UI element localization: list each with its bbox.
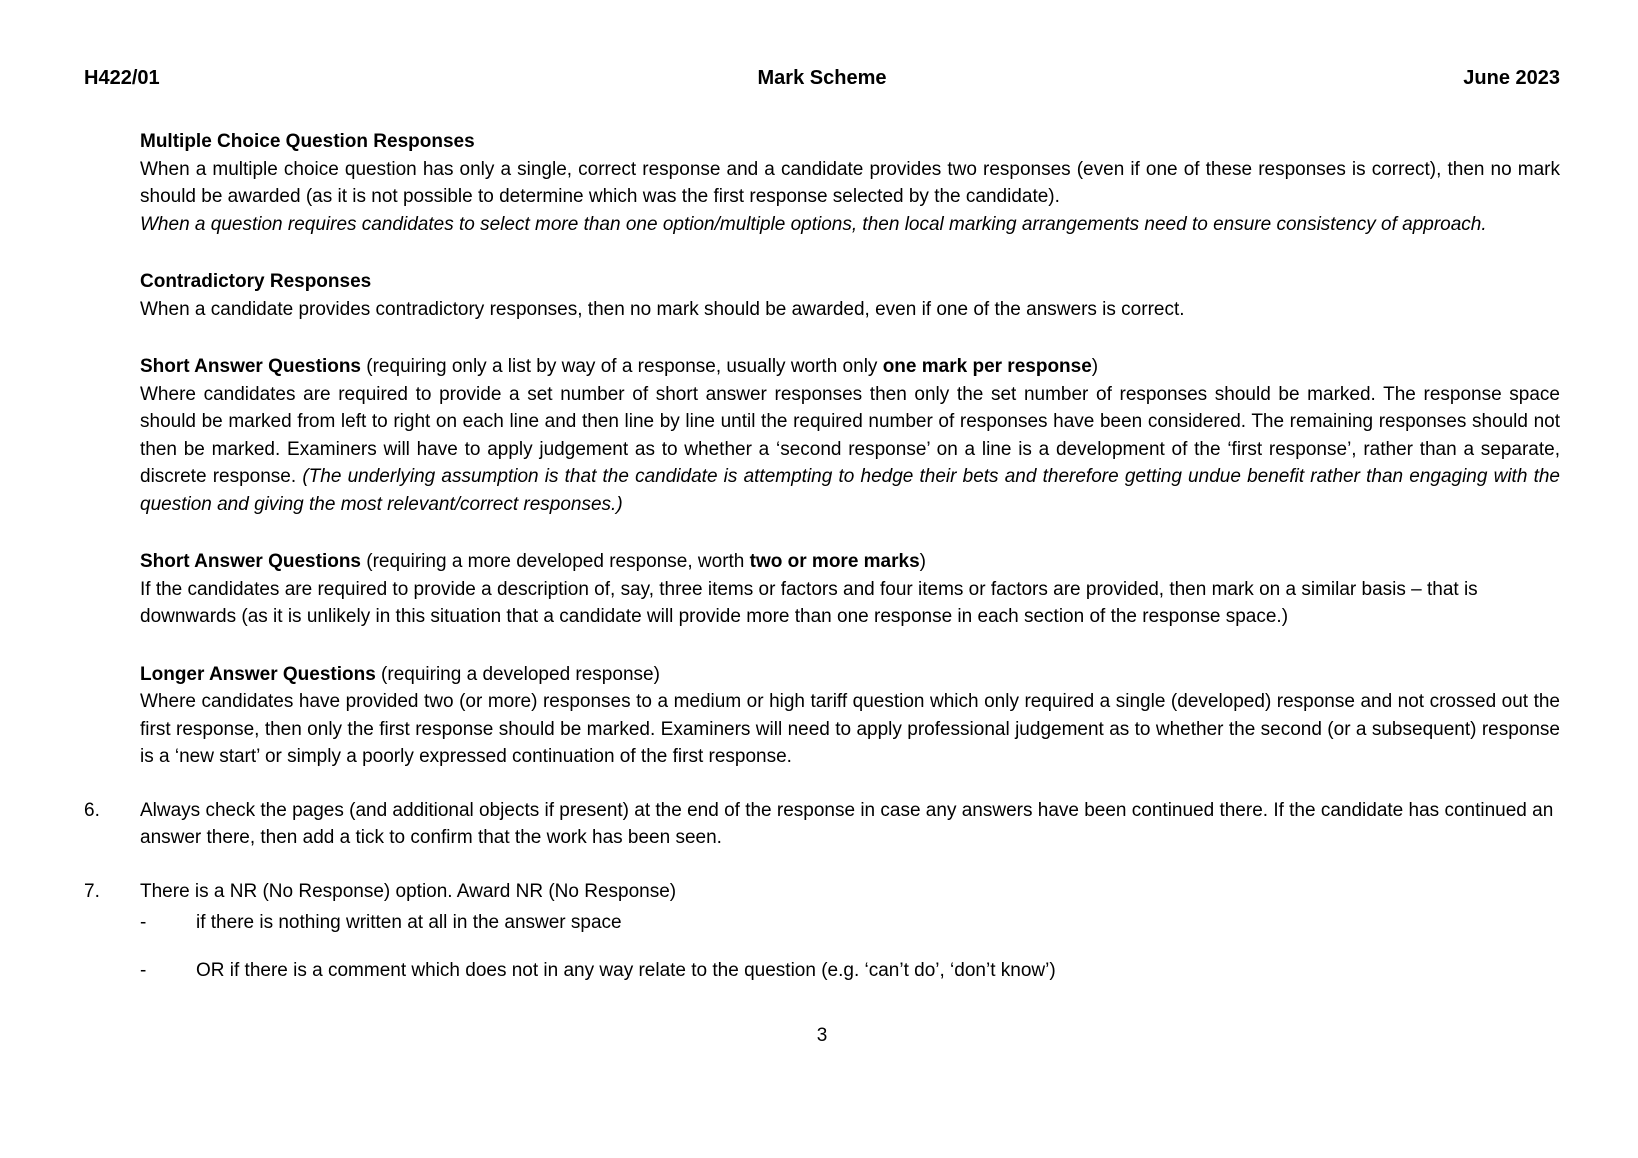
section-heading: Short Answer Questions (requiring only a list by way of a response, usually worth only one mark per response) bbox=[140, 356, 1099, 377]
list-item-7 bbox=[84, 878, 1560, 985]
bullet-text: OR if there is a comment which does not in any way relate to the question (e.g. ‘can’t do’, ‘don’t know’) bbox=[196, 959, 1056, 981]
section-paragraph-italic: When a question requires candidates to select more than one option/multiple options, then local marking arrangements need to ensure consistency of approach. bbox=[140, 213, 1487, 235]
section-heading: Short Answer Questions (requiring a more developed response, worth two or more marks) bbox=[140, 551, 926, 572]
bullet-text: if there is nothing written at all in the answer space bbox=[196, 912, 622, 933]
section-heading: Multiple Choice Question Responses bbox=[140, 131, 475, 152]
bullet-item bbox=[140, 957, 1560, 985]
bullet-marker: - bbox=[140, 959, 147, 981]
inline-italic-note: (The underlying assumption is that the candidate is attempting to hedge their bets and therefore getting undue benefit rather than engaging with the question and giving the most relevant/correct responses.) bbox=[140, 466, 1560, 515]
bullet-item bbox=[140, 909, 1560, 937]
page-number: 3 bbox=[816, 1025, 828, 1046]
section-multiple-choice bbox=[140, 128, 1560, 238]
item-number: 6. bbox=[84, 799, 100, 821]
page-header bbox=[84, 66, 1560, 90]
item-text: Always check the pages (and additional objects if present) at the end of the response in case any answers have been continued there. If the candidate has continued an answer there, then add a tick to confirm that the work has been seen. bbox=[140, 799, 1554, 848]
section-longer-answer bbox=[140, 661, 1560, 771]
document-title: Mark Scheme bbox=[757, 67, 887, 89]
list-item-6 bbox=[84, 797, 1560, 852]
section-paragraph: Where candidates are required to provide a set number of short answer responses then only the set number of responses should be marked. The response space should be marked from left to right on each line and then line by line until the required number of responses have been considered. The remaining responses should not then be marked. Examiners will have to apply judgement as to whether a ‘second response’ on a line is a development of the ‘first response’, rather than a separate, discrete response. (The underlying assumption is that the candidate is attempting to hedge their bets and therefore getting undue benefit rather than engaging with the question and giving the most relevant/correct responses.) bbox=[140, 383, 1560, 515]
item-number: 7. bbox=[84, 880, 100, 902]
section-contradictory bbox=[140, 268, 1560, 323]
section-short-answer-developed bbox=[140, 548, 1560, 631]
section-paragraph: Where candidates have provided two (or more) responses to a medium or high tariff question which only required a single (developed) response and not crossed out the first response, then only the first response should be marked. Examiners will need to apply professional judgement as to whether the second (or a subsequent) response is a ‘new start’ or simply a poorly expressed continuation of the first response. bbox=[140, 691, 1560, 767]
session-date: June 2023 bbox=[1463, 67, 1560, 89]
item-text bbox=[140, 878, 1560, 985]
paper-code: H422/01 bbox=[84, 67, 160, 89]
section-paragraph: When a multiple choice question has only a single, correct response and a candidate provides two responses (even if one of these responses is correct), then no mark should be awarded (as it is not possible to determine which was the first response selected by the candidate). bbox=[140, 158, 1560, 207]
section-short-answer-list bbox=[140, 353, 1560, 518]
item-lead-text: There is a NR (No Response) option. Award NR (No Response) bbox=[140, 880, 677, 902]
bullet-marker: - bbox=[140, 912, 147, 933]
section-paragraph: When a candidate provides contradictory responses, then no mark should be awarded, even if one of the answers is correct. bbox=[140, 298, 1185, 320]
document-body bbox=[84, 128, 1560, 1050]
section-heading: Contradictory Responses bbox=[140, 271, 372, 292]
section-heading: Longer Answer Questions (requiring a developed response) bbox=[140, 663, 660, 685]
section-paragraph: If the candidates are required to provide a description of, say, three items or factors and four items or factors are provided, then mark on a similar basis – that is downwards (as it is unlikely in this situation that a candidate will provide more than one response in each section of the response space.) bbox=[140, 578, 1478, 627]
